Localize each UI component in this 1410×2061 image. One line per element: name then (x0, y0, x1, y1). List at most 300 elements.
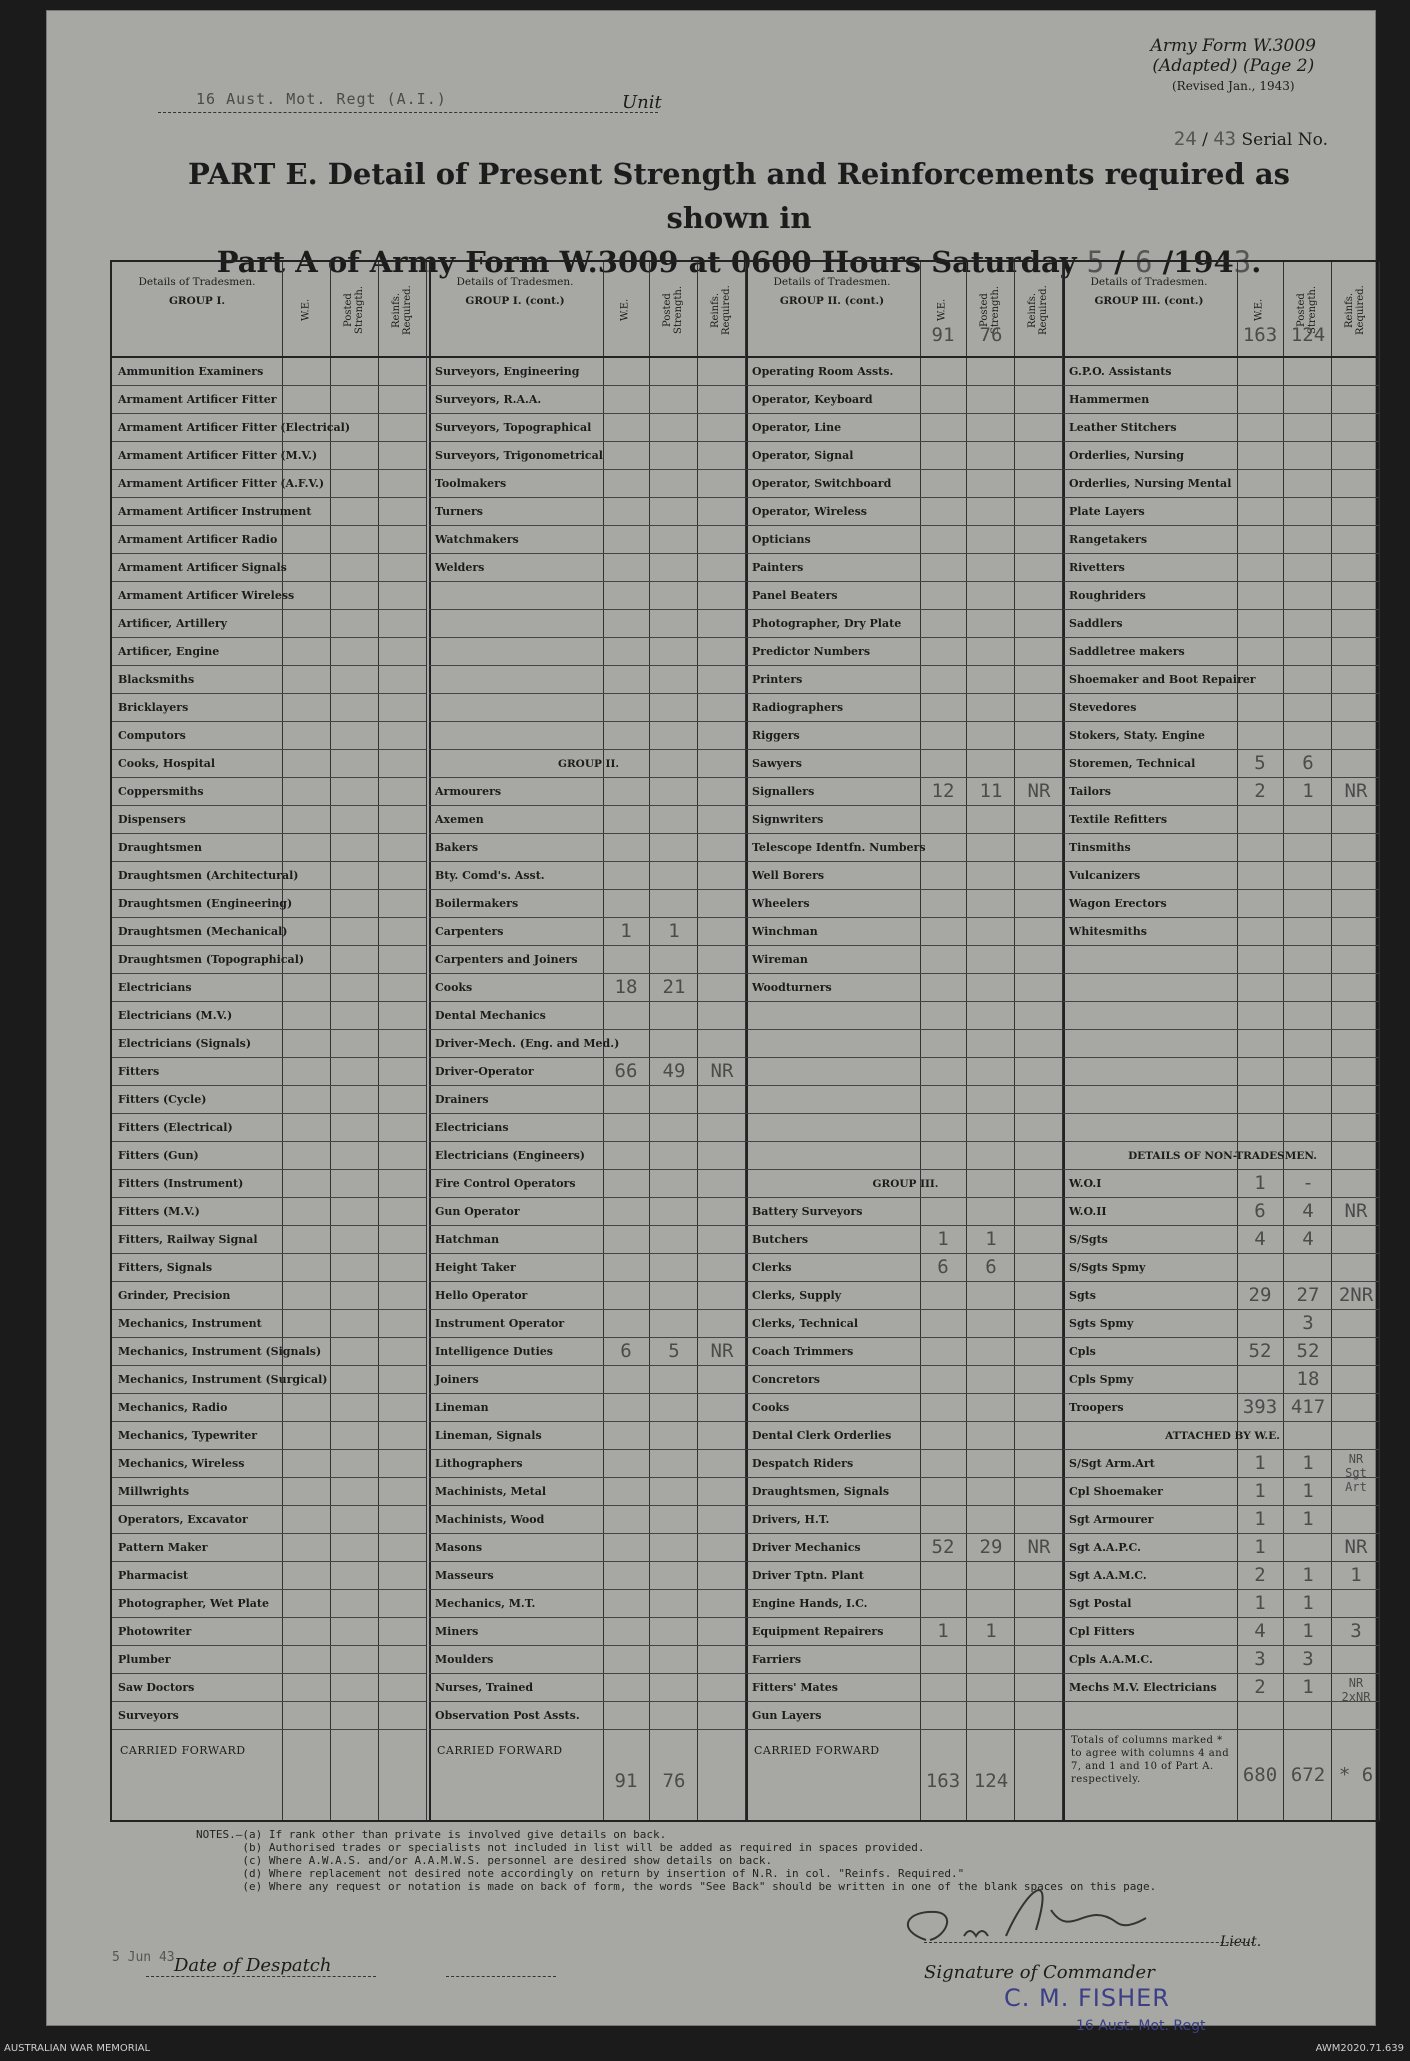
trade-label: Surveyors, R.A.A. (435, 392, 542, 406)
table-row (112, 1338, 426, 1366)
trade-label: Surveyors (118, 1708, 179, 1722)
table-row (746, 1674, 1062, 1702)
table-row (429, 1002, 745, 1030)
trade-label (1069, 1030, 1376, 1057)
carried-posted: 124 (973, 1770, 1009, 1792)
trade-label: Operators, Excavator (118, 1512, 248, 1526)
trade-label: Wheelers (752, 896, 810, 910)
table-row (1063, 1058, 1379, 1086)
trade-label: Cpl Shoemaker (1069, 1484, 1163, 1498)
table-row (1063, 470, 1379, 498)
trade-label: Surveyors, Trigonometrical (435, 448, 603, 462)
trade-label: Cpl Fitters (1069, 1624, 1135, 1638)
we-value: 52 (1248, 1340, 1272, 1362)
trade-label: Draughtsmen (Architectural) (118, 868, 299, 882)
trade-label: Fitters, Railway Signal (118, 1232, 258, 1246)
table-row (1063, 386, 1379, 414)
table-row (429, 806, 745, 834)
carried-forward-label: CARRIED FORWARD (120, 1744, 246, 1757)
trade-label: Leather Stitchers (1069, 420, 1177, 434)
we-value: 6 (620, 1340, 632, 1362)
table-row (429, 722, 745, 750)
trade-label: Photographer, Dry Plate (752, 616, 902, 630)
table-row (1063, 1562, 1379, 1590)
table-row (746, 1254, 1062, 1282)
brought-forward-posted: 124 (1290, 324, 1326, 346)
table-row (1063, 1366, 1379, 1394)
table-row (1063, 1254, 1379, 1282)
table-row (112, 1478, 426, 1506)
we-value: 393 (1242, 1396, 1278, 1418)
table-row (112, 1254, 426, 1282)
trade-label: Masseurs (435, 1568, 494, 1582)
table-row (429, 526, 745, 554)
posted-value: 6 (1302, 752, 1314, 774)
posted-value: 29 (979, 1536, 1003, 1558)
trade-label: Joiners (435, 1372, 479, 1386)
table-row (429, 610, 745, 638)
table-row (112, 666, 426, 694)
reinfs-value: NR (1344, 1200, 1368, 1222)
table-row (112, 1590, 426, 1618)
column-header-label: Reinfs. Required. (1344, 285, 1366, 335)
group-label: GROUP I. (cont.) (465, 295, 565, 307)
trade-label: Sgt Armourer (1069, 1512, 1154, 1526)
carried-posted: 76 (662, 1770, 686, 1792)
table-row (1063, 750, 1379, 778)
posted-value: 1 (1302, 1592, 1314, 1614)
trade-label (1069, 1058, 1376, 1085)
commander-stamp-unit: 16 Aust. Mot. Regt (1076, 2018, 1206, 2034)
table-row (746, 610, 1062, 638)
table-row (112, 358, 426, 386)
details-label: Details of Tradesmen. GROUP I. (112, 276, 282, 308)
details-label: Details of Tradesmen. GROUP II. (cont.) (746, 276, 918, 308)
table-row (1063, 1394, 1379, 1422)
trade-label: Blacksmiths (118, 672, 195, 686)
reinfs-value: 3 (1350, 1620, 1362, 1642)
table-row (112, 610, 426, 638)
carried-posted: 672 (1290, 1764, 1326, 1786)
trade-label: Intelligence Duties (435, 1344, 553, 1358)
table-row (112, 1562, 426, 1590)
brought-forward-we: 163 (1242, 324, 1278, 346)
table-row (746, 1506, 1062, 1534)
table-row (112, 498, 426, 526)
table-row (112, 1450, 426, 1478)
trade-label: Cooks (752, 1400, 790, 1414)
trade-label: Sgt Postal (1069, 1596, 1132, 1610)
trade-label: Watchmakers (435, 532, 519, 546)
title-line-2: Part A of Army Form W.3009 at 0600 Hours Saturday 5 / 6 /1943. (216, 245, 1262, 279)
posted-value: 3 (1302, 1312, 1314, 1334)
table-row (746, 778, 1062, 806)
table-row (112, 1366, 426, 1394)
trade-label: Fitters (Cycle) (118, 1092, 207, 1106)
trade-label: Well Borers (752, 868, 825, 882)
trade-label: Ammunition Examiners (118, 364, 264, 378)
trade-label: Gun Layers (752, 1708, 822, 1722)
trade-label: Fitters (Gun) (118, 1148, 199, 1162)
trade-label: Plate Layers (1069, 504, 1145, 518)
notes: NOTES.—(a) If rank other than private is involved give details on back. (b) Authorised trades or specialists not included in list will be added as required in spaces provided. (c) Where A.W.A.S. and/or A.A.M.W.S. personnel are desired show details on back. (d) Where replacement not desired note accordingly on return by insertion of N.R. in col. "Reinfs. Required." (e) Where any request or notation is made on back of form, the words "See Back" should be written in one of the blank spaces on this page. (196, 1828, 1157, 1893)
trade-label: S/Sgt Arm.Art (1069, 1456, 1155, 1470)
table-row (746, 834, 1062, 862)
trade-label: Masons (435, 1540, 483, 1554)
trade-label: Cooks (435, 980, 473, 994)
table-row (1063, 694, 1379, 722)
trade-label: Dental Clerk Orderlies (752, 1428, 892, 1442)
despatch-typed: 5 Jun 43 (112, 1950, 175, 1965)
trade-label: Hatchman (435, 1232, 500, 1246)
trade-label: Mechanics, Typewriter (118, 1428, 258, 1442)
table-row (1063, 1142, 1379, 1170)
form-identifier (1151, 36, 1316, 96)
footer-source: AUSTRALIAN WAR MEMORIAL (4, 2043, 151, 2054)
table-row (112, 778, 426, 806)
trade-label: Carpenters and Joiners (435, 952, 578, 966)
trade-label: Fire Control Operators (435, 1176, 576, 1190)
trade-label: G.P.O. Assistants (1069, 364, 1172, 378)
we-value: 12 (931, 780, 955, 802)
trade-label: W.O.I (1069, 1176, 1102, 1190)
trade-label: Nurses, Trained (435, 1680, 534, 1694)
table-row (1063, 442, 1379, 470)
table-row (112, 470, 426, 498)
table-row (1063, 498, 1379, 526)
table-row (112, 834, 426, 862)
trade-label: Photographer, Wet Plate (118, 1596, 270, 1610)
trade-label: Saddletree makers (1069, 644, 1185, 658)
footer-reference: AWM2020.71.639 (1315, 2043, 1404, 2054)
table-row (112, 442, 426, 470)
trade-label: Coach Trimmers (752, 1344, 854, 1358)
trade-label: Painters (752, 560, 804, 574)
trade-label: Instrument Operator (435, 1316, 565, 1330)
posted-value: 1 (1302, 1508, 1314, 1530)
trade-label: S/Sgts (1069, 1232, 1108, 1246)
we-value: 3 (1254, 1648, 1266, 1670)
table-row (1063, 974, 1379, 1002)
table-row (1063, 610, 1379, 638)
trade-label: Wagon Erectors (1069, 896, 1167, 910)
table-row (746, 526, 1062, 554)
table-row (429, 974, 745, 1002)
table-row (112, 1534, 426, 1562)
trade-label: Toolmakers (435, 476, 507, 490)
trade-label: DETAILS OF NON-TRADESMEN. (1128, 1149, 1317, 1162)
table-row (746, 1310, 1062, 1338)
trade-label: Artificer, Engine (118, 644, 220, 658)
posted-value: 1 (985, 1228, 997, 1250)
table-row (1063, 1338, 1379, 1366)
trade-label: S/Sgts Spmy (1069, 1260, 1146, 1274)
we-value: 29 (1248, 1284, 1272, 1306)
posted-value: 21 (662, 976, 686, 998)
table-row (429, 358, 745, 386)
table-row (112, 526, 426, 554)
column-header-label: W.E. (1253, 298, 1265, 322)
table-row (429, 1254, 745, 1282)
trade-label: Concretors (752, 1372, 820, 1386)
trade-label: Storemen, Technical (1069, 756, 1196, 770)
trade-label: Operator, Signal (752, 448, 854, 462)
table-row (1063, 778, 1379, 806)
trade-label: Drainers (435, 1092, 489, 1106)
posted-value: 11 (979, 780, 1003, 802)
column-header-label: W.E. (619, 298, 631, 322)
carried-we: 91 (614, 1770, 638, 1792)
table-row (1063, 1702, 1379, 1730)
trade-label: Engine Hands, I.C. (752, 1596, 868, 1610)
details-label: Details of Tradesmen. GROUP III. (cont.) (1063, 276, 1235, 308)
table-row (1063, 918, 1379, 946)
reinfs-value: NR Sgt Art (1345, 1452, 1367, 1494)
posted-value: 4 (1302, 1200, 1314, 1222)
table-row (429, 1618, 745, 1646)
trade-label: Telescope Identfn. Numbers (752, 840, 926, 854)
table-row (1063, 1170, 1379, 1198)
table-row (429, 918, 745, 946)
trade-label: Sgt A.A.P.C. (1069, 1540, 1141, 1554)
table-row (746, 722, 1062, 750)
carried-forward-label: CARRIED FORWARD (437, 1744, 563, 1757)
table-row (746, 554, 1062, 582)
trade-label: Clerks (752, 1260, 792, 1274)
table-row (746, 358, 1062, 386)
table-row (112, 946, 426, 974)
table-row (746, 862, 1062, 890)
trade-label (752, 1114, 1059, 1141)
trade-label: Lithographers (435, 1456, 523, 1470)
table-row (746, 1394, 1062, 1422)
table-row (429, 1170, 745, 1198)
we-value: 2 (1254, 1564, 1266, 1586)
trade-label: Electricians (118, 980, 192, 994)
we-value: 2 (1254, 780, 1266, 802)
trade-label: Lineman, Signals (435, 1428, 542, 1442)
table-row (429, 862, 745, 890)
trade-label (435, 610, 742, 637)
we-value: 1 (1254, 1508, 1266, 1530)
table-row (746, 1282, 1062, 1310)
trade-label: ATTACHED BY W.E. (1165, 1429, 1280, 1442)
serial-a: 24 (1173, 128, 1197, 150)
trade-label: Surveyors, Topographical (435, 420, 592, 434)
trade-label: Tailors (1069, 784, 1111, 798)
table-row (429, 1114, 745, 1142)
table-row (429, 666, 745, 694)
trade-label: Driver Mechanics (752, 1540, 861, 1554)
table-row (746, 386, 1062, 414)
trade-label: Draughtsmen (Engineering) (118, 896, 293, 910)
table-row (1063, 890, 1379, 918)
trade-label: Cpls (1069, 1344, 1096, 1358)
trade-label: W.O.II (1069, 1204, 1107, 1218)
trade-label: Welders (435, 560, 485, 574)
table-row (112, 1506, 426, 1534)
we-value: 2 (1254, 1676, 1266, 1698)
table-row (429, 1142, 745, 1170)
group-label: GROUP II. (cont.) (779, 295, 885, 307)
trade-label (752, 1058, 1059, 1085)
table-row (746, 1618, 1062, 1646)
table-row (112, 722, 426, 750)
column-header-label: Posted Strength. (979, 285, 1001, 335)
table-row (112, 1282, 426, 1310)
table-row (112, 918, 426, 946)
date-year-digit: 3 (1233, 245, 1252, 279)
table-row (746, 1534, 1062, 1562)
posted-value: - (1302, 1172, 1314, 1194)
column-header-label: W.E. (300, 298, 312, 322)
trade-label: Textile Refitters (1069, 812, 1168, 826)
trade-label: Miners (435, 1624, 479, 1638)
trade-label: Cpls Spmy (1069, 1372, 1134, 1386)
table-row (429, 946, 745, 974)
table-row (112, 890, 426, 918)
trade-label: Gun Operator (435, 1204, 520, 1218)
trade-label: Saddlers (1069, 616, 1123, 630)
column-header-label: W.E. (936, 298, 948, 322)
serial-number: 24 / 43 Serial No. (1173, 128, 1328, 150)
reinfs-value: NR (710, 1340, 734, 1362)
table-row (112, 386, 426, 414)
table-row (429, 1702, 745, 1730)
posted-value: 1 (1302, 1564, 1314, 1586)
trade-label: Operator, Line (752, 420, 842, 434)
table-row (112, 694, 426, 722)
table-row (112, 582, 426, 610)
trade-label: GROUP II. (557, 757, 620, 770)
table-row (746, 750, 1062, 778)
table-row (112, 1170, 426, 1198)
trade-label: Mechanics, Instrument (118, 1316, 262, 1330)
we-value: 1 (1254, 1480, 1266, 1502)
trade-label: Troopers (1069, 1400, 1124, 1414)
brought-forward-posted: 76 (979, 324, 1003, 346)
trade-label: Dispensers (118, 812, 186, 826)
carried-we: 680 (1242, 1764, 1278, 1786)
we-value: 4 (1254, 1620, 1266, 1642)
table-row (112, 1702, 426, 1730)
trade-label: Mechs M.V. Electricians (1069, 1680, 1217, 1694)
table-row (1063, 526, 1379, 554)
table-row (1063, 1534, 1379, 1562)
trade-label: Signallers (752, 784, 815, 798)
posted-value: 417 (1290, 1396, 1326, 1418)
column-header-label: Posted Strength. (1296, 285, 1318, 335)
trade-label: Roughriders (1069, 588, 1146, 602)
table-row (746, 1030, 1062, 1058)
table-row (429, 554, 745, 582)
trade-label: Vulcanizers (1069, 868, 1141, 882)
table-row (746, 1590, 1062, 1618)
table-row (429, 470, 745, 498)
serial-label: Serial No. (1241, 130, 1328, 150)
trade-label: Driver Tptn. Plant (752, 1568, 864, 1582)
trade-label: Moulders (435, 1652, 494, 1666)
title-line-1: PART E. Detail of Present Strength and Reinforcements required as shown in (188, 157, 1290, 235)
trade-label: Surveyors, Engineering (435, 364, 580, 378)
signature-line (924, 1942, 1254, 1943)
column-header-posted (649, 262, 697, 358)
column-header-we (282, 262, 330, 358)
table-row (112, 554, 426, 582)
table-row (429, 890, 745, 918)
form-adapted: (Adapted) (Page 2) (1152, 56, 1315, 76)
trade-label: Electricians (Engineers) (435, 1148, 585, 1162)
trade-label: Fitters (118, 1064, 160, 1078)
table-row (746, 1562, 1062, 1590)
column-header-label: Posted Strength. (343, 285, 365, 335)
table-row (112, 862, 426, 890)
posted-value: 5 (668, 1340, 680, 1362)
table-row (1063, 1310, 1379, 1338)
table-row (1063, 1282, 1379, 1310)
table-row (112, 1310, 426, 1338)
table-row (746, 1366, 1062, 1394)
trade-label: Bakers (435, 840, 479, 854)
date-month: 6 (1135, 245, 1153, 279)
trade-label: Electricians (Signals) (118, 1036, 252, 1050)
table-row (112, 1226, 426, 1254)
trade-label: Sgts Spmy (1069, 1316, 1134, 1330)
reinfs-value: NR (1027, 780, 1051, 802)
posted-value: 3 (1302, 1648, 1314, 1670)
posted-value: 1 (1302, 1676, 1314, 1698)
trade-label: Winchman (752, 924, 818, 938)
table-row (429, 582, 745, 610)
table-row (429, 638, 745, 666)
trade-label: Dental Mechanics (435, 1008, 546, 1022)
trade-label: GROUP III. (872, 1177, 939, 1190)
table-row (429, 1646, 745, 1674)
trade-label: Driver-Operator (435, 1064, 534, 1078)
column-header-label: Reinfs. Required. (710, 285, 732, 335)
reinfs-value: NR 2xNR (1341, 1676, 1371, 1704)
table-row (429, 1198, 745, 1226)
trade-label: Rangetakers (1069, 532, 1148, 546)
carried-forward-label: CARRIED FORWARD (754, 1744, 880, 1757)
trade-label (435, 638, 742, 665)
table-row (1063, 1002, 1379, 1030)
we-value: 1 (937, 1228, 949, 1250)
trade-label: Mechanics, Instrument (Signals) (118, 1344, 322, 1358)
table-row (112, 1058, 426, 1086)
trade-label: Pattern Maker (118, 1540, 208, 1554)
table-row (746, 890, 1062, 918)
table-row (429, 1226, 745, 1254)
table-row (1063, 1590, 1379, 1618)
table-row (746, 694, 1062, 722)
posted-value: 52 (1296, 1340, 1320, 1362)
table-row (1063, 414, 1379, 442)
trade-label: Battery Surveyors (752, 1204, 863, 1218)
table-row (1063, 1422, 1379, 1450)
trade-label: Armament Artificer Instrument (118, 504, 312, 518)
brought-forward-we: 91 (931, 324, 955, 346)
trade-label: Shoemaker and Boot Repairer (1069, 672, 1256, 686)
table-row (112, 638, 426, 666)
trade-label: Equipment Repairers (752, 1624, 884, 1638)
carried-we: 163 (925, 1770, 961, 1792)
trade-label: Turners (435, 504, 483, 518)
trade-label: Observation Post Assts. (435, 1708, 580, 1722)
table-row (112, 1114, 426, 1142)
posted-value: 18 (1296, 1368, 1320, 1390)
column-header-reinfs (697, 262, 745, 358)
